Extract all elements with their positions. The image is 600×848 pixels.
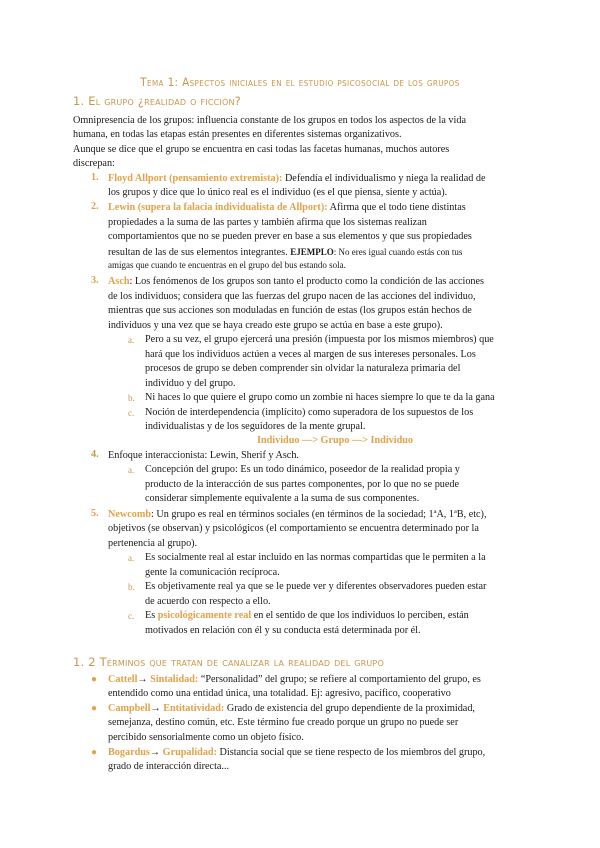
item-text: resultan de las de sus elementos integrantes. <box>108 247 291 258</box>
item-text: mientras que sus acciones son moduladas en función de estas (los grupos están hechos de <box>108 305 472 316</box>
bullet-icon: ● <box>91 747 98 758</box>
term-label: Grupalidad: <box>162 747 217 758</box>
item-text: los grupos y dice que lo único real es el individuo (es el que piensa, siente y actúa). <box>108 187 448 198</box>
author-label: Asch <box>108 276 130 287</box>
item-text: : No eres igual cuando estás con tus <box>333 247 463 257</box>
sub-text: Noción de interdependencia (implícito) como superadora de los supuestos de los <box>145 407 474 418</box>
arrow-icon: → <box>149 747 161 758</box>
author-label: Floyd Allport (pensamiento extremista): <box>108 173 283 184</box>
list-number: 5. <box>91 508 99 519</box>
sub-text: de acuerdo con respecto a ello. <box>145 596 271 607</box>
author-label: Campbell <box>108 703 151 714</box>
sub-text: en el sentido de que los individuos lo perciben, están <box>251 610 469 621</box>
sub-text: producto de la interacción de sus partes componentes, por lo que no se puede <box>145 479 460 490</box>
list-number: 4. <box>91 449 99 460</box>
item-text: entendido como una entidad única, una totalidad. Ej: agresivo, pacífico, cooperativo <box>108 688 451 699</box>
list-item <box>108 746 485 761</box>
item-text: Grado de existencia del grupo dependiente de la proximidad, <box>224 703 475 714</box>
list-item <box>108 172 486 187</box>
bullet-icon: ● <box>91 674 98 685</box>
list-number: 2. <box>91 201 99 212</box>
term-label: Sintalidad: <box>150 674 199 685</box>
sub-text: motivados en relación con él y su conducta está determinada por él. <box>145 625 421 636</box>
intro-line: humana, en todas las etapas están presentes en diferentes sistemas organizativos. <box>73 129 402 140</box>
sub-letter: a. <box>128 335 135 345</box>
item-text: propiedades a la suma de las partes y también afirma que los sistemas realizan <box>108 217 427 228</box>
sub-text: gente la comunicación recíproca. <box>145 567 280 578</box>
item-text: comportamientos que no se pueden prever en base a sus elementos y que sus propiedades <box>108 231 472 242</box>
flow-caption: Individuo —> Grupo —> Individuo <box>257 435 413 446</box>
term-label: Entitatividad: <box>163 703 225 714</box>
arrow-icon: → <box>137 674 148 685</box>
sub-text: individuo y del grupo. <box>145 378 236 389</box>
list-number: 3. <box>91 275 99 286</box>
page-title: Tema 1: Aspectos iniciales en el estudio psicosocial de los grupos <box>140 75 460 89</box>
item-text: : Un grupo es real en términos sociales (en términos de la sociedad; 1ªA, 1ªB, etc), <box>151 509 487 520</box>
sub-letter: c. <box>128 408 135 418</box>
sub-text: Ni haces lo que quiere el grupo como un zombie ni haces siempre lo que te da la gana <box>145 392 495 403</box>
item-text: grado de interacción directa... <box>108 761 230 772</box>
list-item <box>108 275 484 290</box>
bullet-icon: ● <box>91 703 98 714</box>
item-text: objetivos (se observan) y psicológicos (el comportamiento se encuentra determinado por la <box>108 523 479 534</box>
sub-text <box>145 609 469 624</box>
list-number: 1. <box>91 172 99 183</box>
item-text: Afirma que el todo tiene distintas <box>327 202 466 213</box>
sub-text: considerar simplemente equivalente a la suma de sus componentes. <box>145 493 420 504</box>
item-text: de los individuos; considera que las fuerzas del grupo nacen de las acciones del individuo, <box>108 291 476 302</box>
item-text: Distancia social que se tiene respecto de los miembros del grupo, <box>217 747 486 758</box>
author-label: Newcomb <box>108 509 152 520</box>
item-text: “Personalidad” del grupo; se refiere al comportamiento del grupo, es <box>198 674 481 685</box>
item-text: : Los fenómenos de los grupos son tanto el producto como la condición de las acciones <box>129 276 485 287</box>
author-label: Cattell <box>108 674 138 685</box>
item-text: pertenencia al grupo). <box>108 538 198 549</box>
sub-text: hará que los individuos actúen a veces al margen de sus intereses personales. Los <box>145 349 476 360</box>
sub-text: Es <box>145 610 158 621</box>
item-text: amigas que cuando te encuentras en el grupo del bus estando sola. <box>108 260 346 270</box>
sub-text: individualistas y de los seguidores de la mente grupal. <box>145 421 366 432</box>
item-text: semejanza, destino común, etc. Este término fue creado porque un grupo no puede ser <box>108 717 459 728</box>
intro-line: discrepan: <box>73 158 115 169</box>
author-label: Lewin (supera la falacia individualista de Allport): <box>108 202 328 213</box>
item-text: percibido sensorialmente como un objeto físico. <box>108 732 304 743</box>
sub-letter: a. <box>128 553 135 563</box>
author-label: Bogardus <box>108 747 150 758</box>
highlight-term: psicológicamente real <box>157 610 252 621</box>
sub-text: Concepción del grupo: Es un todo dinámico, poseedor de la realidad propia y <box>145 464 460 475</box>
sub-text: Es socialmente real al estar incluido en las normas compartidas que le permiten a la <box>145 552 486 563</box>
sub-letter: b. <box>128 582 135 592</box>
sub-text: Pero a su vez, el grupo ejercerá una presión (impuesta por los mismos miembros) que <box>145 334 494 345</box>
item-text: Defendía el individualismo y niega la realidad de <box>282 173 486 184</box>
sub-letter: b. <box>128 393 135 403</box>
list-item <box>108 702 475 717</box>
list-item <box>108 201 466 216</box>
list-item <box>108 508 487 523</box>
arrow-icon: → <box>150 703 161 714</box>
intro-line: Aunque se dice que el grupo se encuentra en casi todas las facetas humanas, muchos autores <box>73 144 450 155</box>
list-item <box>108 673 481 688</box>
sub-text: procesos de grupo se deben comprender sin olvidar la naturaleza primaria del <box>145 363 461 374</box>
sub-letter: c. <box>128 611 135 621</box>
intro-line: Omnipresencia de los grupos: influencia constante de los grupos en todos los aspectos de la vida <box>73 115 466 126</box>
sub-text: Es objetivamente real ya que se le puede ver y diferentes observadores pueden estar <box>145 581 487 592</box>
section-heading-1: 1. El grupo ¿realidad o ficción? <box>73 94 241 108</box>
section-heading-2: 1. 2 Términos que tratan de canalizar la realidad del grupo <box>73 655 384 669</box>
item-text: individuos y una vez que se haya creado este grupo se actúa en base a este grupo). <box>108 320 443 331</box>
sub-letter: a. <box>128 465 135 475</box>
item-text: Enfoque interaccionista: Lewin, Sherif y Asch. <box>108 450 299 461</box>
example-label: EJEMPLO <box>290 247 334 257</box>
